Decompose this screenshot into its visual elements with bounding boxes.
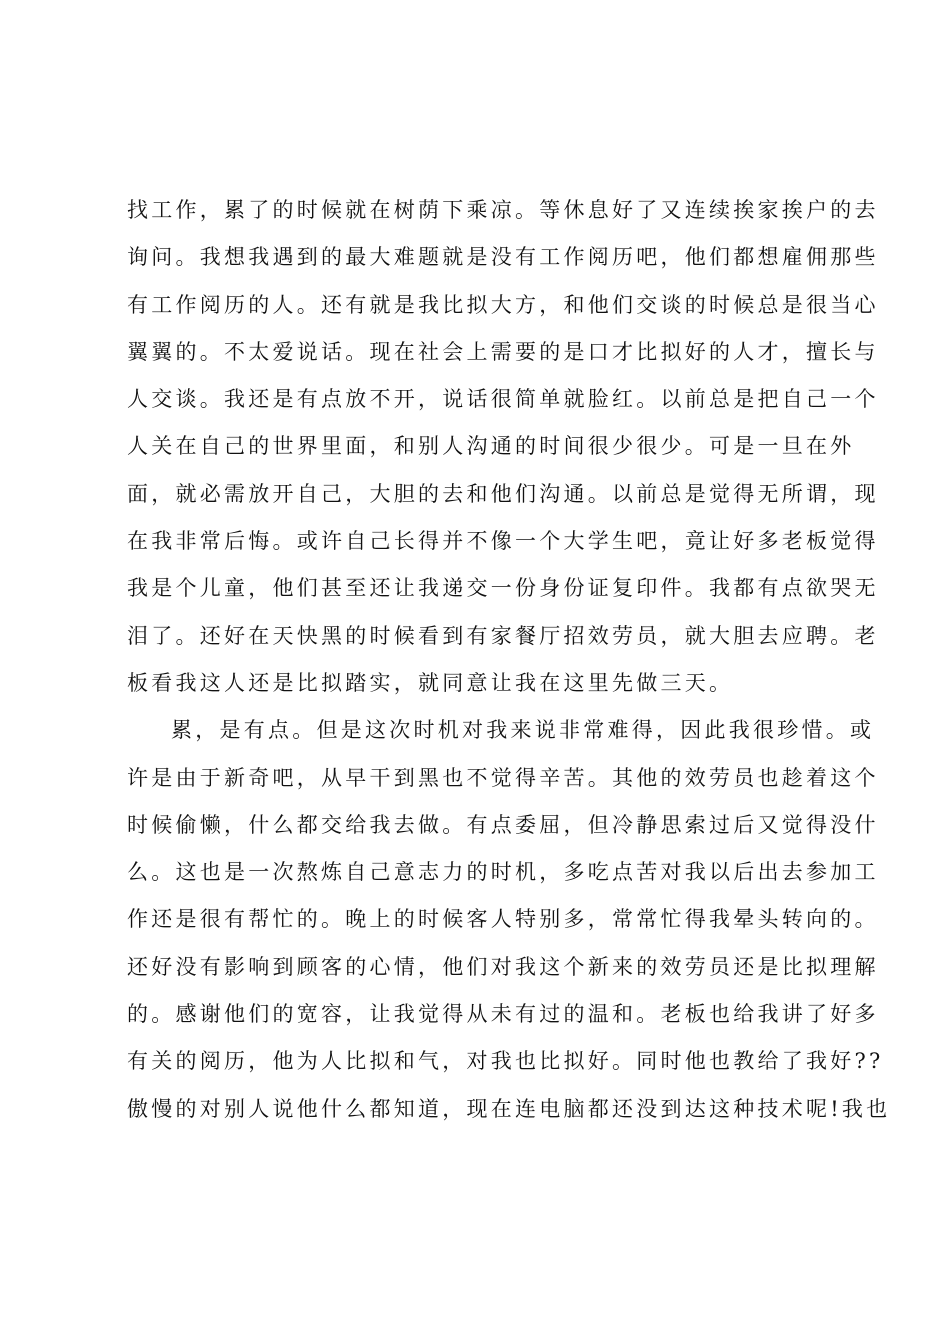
- text-line: 人交谈。我还是有点放不开，说话很简单就脸红。以前总是把自己一个: [127, 387, 879, 412]
- text-line: 找工作，累了的时候就在树荫下乘凉。等休息好了又连续挨家挨户的去: [127, 198, 879, 222]
- text-line: 傲慢的对别人说他什么都知道，现在连电脑都还没到达这种技术呢!我也: [127, 1096, 891, 1121]
- text-line: 的。感谢他们的宽容，让我觉得从未有过的温和。老板也给我讲了好多: [127, 1002, 879, 1027]
- paragraph-first-line: 累，是有点。但是这次时机对我来说非常难得，因此我很珍惜。或: [171, 718, 875, 743]
- text-line: 么。这也是一次熬炼自己意志力的时机，多吃点苦对我以后出去参加工: [127, 860, 879, 885]
- text-line: 翼翼的。不太爱说话。现在社会上需要的是口才比拟好的人才，擅长与: [127, 339, 879, 364]
- text-line: 有工作阅历的人。还有就是我比拟大方，和他们交谈的时候总是很当心: [127, 292, 879, 317]
- text-line: 面，就必需放开自己，大胆的去和他们沟通。以前总是觉得无所谓，现: [127, 481, 879, 506]
- text-line: 板看我这人还是比拟踏实，就同意让我在这里先做三天。: [127, 670, 734, 695]
- text-line: 我是个儿童，他们甚至还让我递交一份身份证复印件。我都有点欲哭无: [127, 576, 879, 601]
- text-line: 有关的阅历，他为人比拟和气，对我也比拟好。同时他也教给了我好??: [127, 1049, 884, 1074]
- text-line: 泪了。还好在天快黑的时候看到有家餐厅招效劳员，就大胆去应聘。老: [127, 623, 879, 648]
- text-line: 还好没有影响到顾客的心情，他们对我这个新来的效劳员还是比拟理解: [127, 954, 879, 979]
- text-line: 时候偷懒，什么都交给我去做。有点委屈，但冷静思索过后又觉得没什: [127, 812, 879, 837]
- text-line: 许是由于新奇吧，从早干到黑也不觉得辛苦。其他的效劳员也趁着这个: [127, 765, 879, 790]
- text-line: 在我非常后悔。或许自己长得并不像一个大学生吧，竟让好多老板觉得: [127, 529, 879, 554]
- body-text: [127, 187, 891, 1133]
- text-line: 作还是很有帮忙的。晚上的时候客人特别多，常常忙得我晕头转向的。: [127, 907, 879, 932]
- text-line: 询问。我想我遇到的最大难题就是没有工作阅历吧，他们都想雇佣那些: [127, 245, 879, 270]
- text-line: 人关在自己的世界里面，和别人沟通的时间很少很少。可是一旦在外: [127, 434, 855, 459]
